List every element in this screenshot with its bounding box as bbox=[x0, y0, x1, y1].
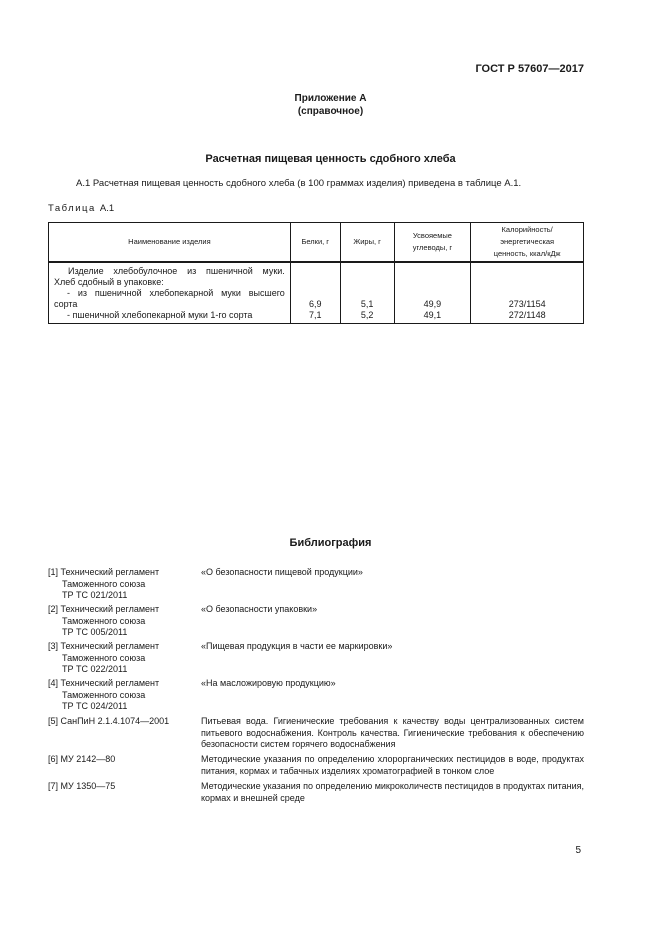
annex-title: Приложение А bbox=[294, 93, 367, 104]
annex-subtitle: (справочное) bbox=[297, 106, 364, 117]
bibliography-ref bbox=[48, 678, 198, 713]
ref-line: [2] Технический регламент bbox=[48, 604, 160, 614]
energy-value: 272/1148 bbox=[508, 310, 546, 320]
bibliography-desc: «О безопасности пищевой продукции» bbox=[201, 567, 363, 577]
table-caption bbox=[48, 203, 114, 214]
product-line: - из пшеничной хлебопекарной муки высшего bbox=[67, 288, 285, 298]
header-energy-line-3: ценность, ккал/кДж bbox=[493, 249, 561, 258]
protein-value: 7,1 bbox=[308, 310, 322, 320]
ref-line: ТР ТС 021/2011 bbox=[62, 590, 128, 600]
header-fat: Жиры, г bbox=[340, 223, 394, 263]
bibliography-desc: «Пищевая продукция в части ее маркировки» bbox=[201, 641, 393, 651]
bibliography-desc: Методические указания по определению микроколичеств пестицидов в продуктах питания, кормах и внешней среде bbox=[201, 781, 584, 803]
ref-line: ТР ТС 024/2011 bbox=[62, 701, 128, 711]
header-product-name: Наименование изделия bbox=[49, 223, 291, 263]
ref-line: [7] МУ 1350—75 bbox=[48, 781, 116, 791]
ref-line: ТР ТС 022/2011 bbox=[62, 664, 128, 674]
ref-line: Таможенного союза bbox=[62, 689, 146, 700]
table-caption-number: А.1 bbox=[99, 203, 115, 214]
header-carbs-line-1: Усвояемые bbox=[412, 231, 452, 240]
cell-fat bbox=[340, 262, 394, 324]
product-line: - пшеничной хлебопекарной муки 1-го сорта bbox=[67, 310, 253, 320]
ref-line: [6] МУ 2142—80 bbox=[48, 754, 116, 764]
cell-product-name bbox=[49, 262, 291, 324]
nutrition-table bbox=[48, 222, 584, 324]
ref-line: Таможенного союза bbox=[62, 652, 146, 663]
cell-energy bbox=[471, 262, 584, 324]
fat-value: 5,1 bbox=[360, 299, 374, 309]
bibliography-ref bbox=[48, 781, 198, 793]
table-row bbox=[49, 262, 584, 324]
bibliography-ref bbox=[48, 716, 198, 728]
fat-value: 5,2 bbox=[360, 310, 374, 320]
header-energy-line-1: Калорийность/ bbox=[501, 225, 553, 234]
header-energy bbox=[471, 223, 584, 263]
carbs-value: 49,9 bbox=[423, 299, 442, 309]
cell-protein bbox=[290, 262, 340, 324]
bibliography-desc: «На масложировую продукцию» bbox=[201, 678, 336, 688]
bibliography-desc: «О безопасности упаковки» bbox=[201, 604, 318, 614]
document-code: ГОСТ Р 57607—2017 bbox=[475, 63, 584, 75]
ref-line: [5] СанПиН 2.1.4.1074—2001 bbox=[48, 716, 170, 726]
energy-value: 273/1154 bbox=[508, 299, 546, 309]
ref-line: [4] Технический регламент bbox=[48, 678, 160, 688]
carbs-value: 49,1 bbox=[423, 310, 442, 320]
bibliography-title: Библиография bbox=[289, 537, 372, 549]
product-line: Хлеб сдобный в упаковке: bbox=[54, 277, 164, 287]
section-title: Расчетная пищевая ценность сдобного хлеба bbox=[205, 153, 456, 165]
bibliography-ref bbox=[48, 567, 198, 602]
bibliography-ref bbox=[48, 641, 198, 676]
bibliography-ref bbox=[48, 754, 198, 766]
header-carbs bbox=[394, 223, 471, 263]
section-intro: А.1 Расчетная пищевая ценность сдобного хлеба (в 100 граммах изделия) приведена в таблице А.1. bbox=[76, 178, 522, 189]
header-energy-line-2: энергетическая bbox=[500, 237, 555, 246]
bibliography-ref bbox=[48, 604, 198, 639]
product-line: Изделие хлебобулочное из пшеничной муки. bbox=[68, 266, 285, 276]
ref-line: [1] Технический регламент bbox=[48, 567, 160, 577]
ref-line: Таможенного союза bbox=[62, 615, 146, 626]
header-protein: Белки, г bbox=[290, 223, 340, 263]
bibliography-desc: Методические указания по определению хлорорганических пестицидов в воде, продуктах питания, кормах и табачных изделиях хроматографией в тонком слое bbox=[201, 754, 584, 776]
table-caption-word: Таблица bbox=[48, 203, 96, 214]
ref-line: Таможенного союза bbox=[62, 578, 146, 589]
ref-line: [3] Технический регламент bbox=[48, 641, 160, 651]
cell-carbs bbox=[394, 262, 471, 324]
table-header-row bbox=[49, 223, 584, 263]
annex-heading bbox=[0, 92, 661, 118]
header-carbs-line-2: углеводы, г bbox=[412, 243, 453, 252]
page-number: 5 bbox=[575, 845, 581, 856]
product-line: сорта bbox=[54, 299, 78, 309]
protein-value: 6,9 bbox=[308, 299, 322, 309]
bibliography-desc: Питьевая вода. Гигиенические требования к качеству воды централизованных систем питьевого водоснабжения. Контроль качества. Гигиенические требования к обеспечению безопасности систем горячего водоснабжения bbox=[201, 716, 584, 749]
ref-line: ТР ТС 005/2011 bbox=[62, 627, 128, 637]
